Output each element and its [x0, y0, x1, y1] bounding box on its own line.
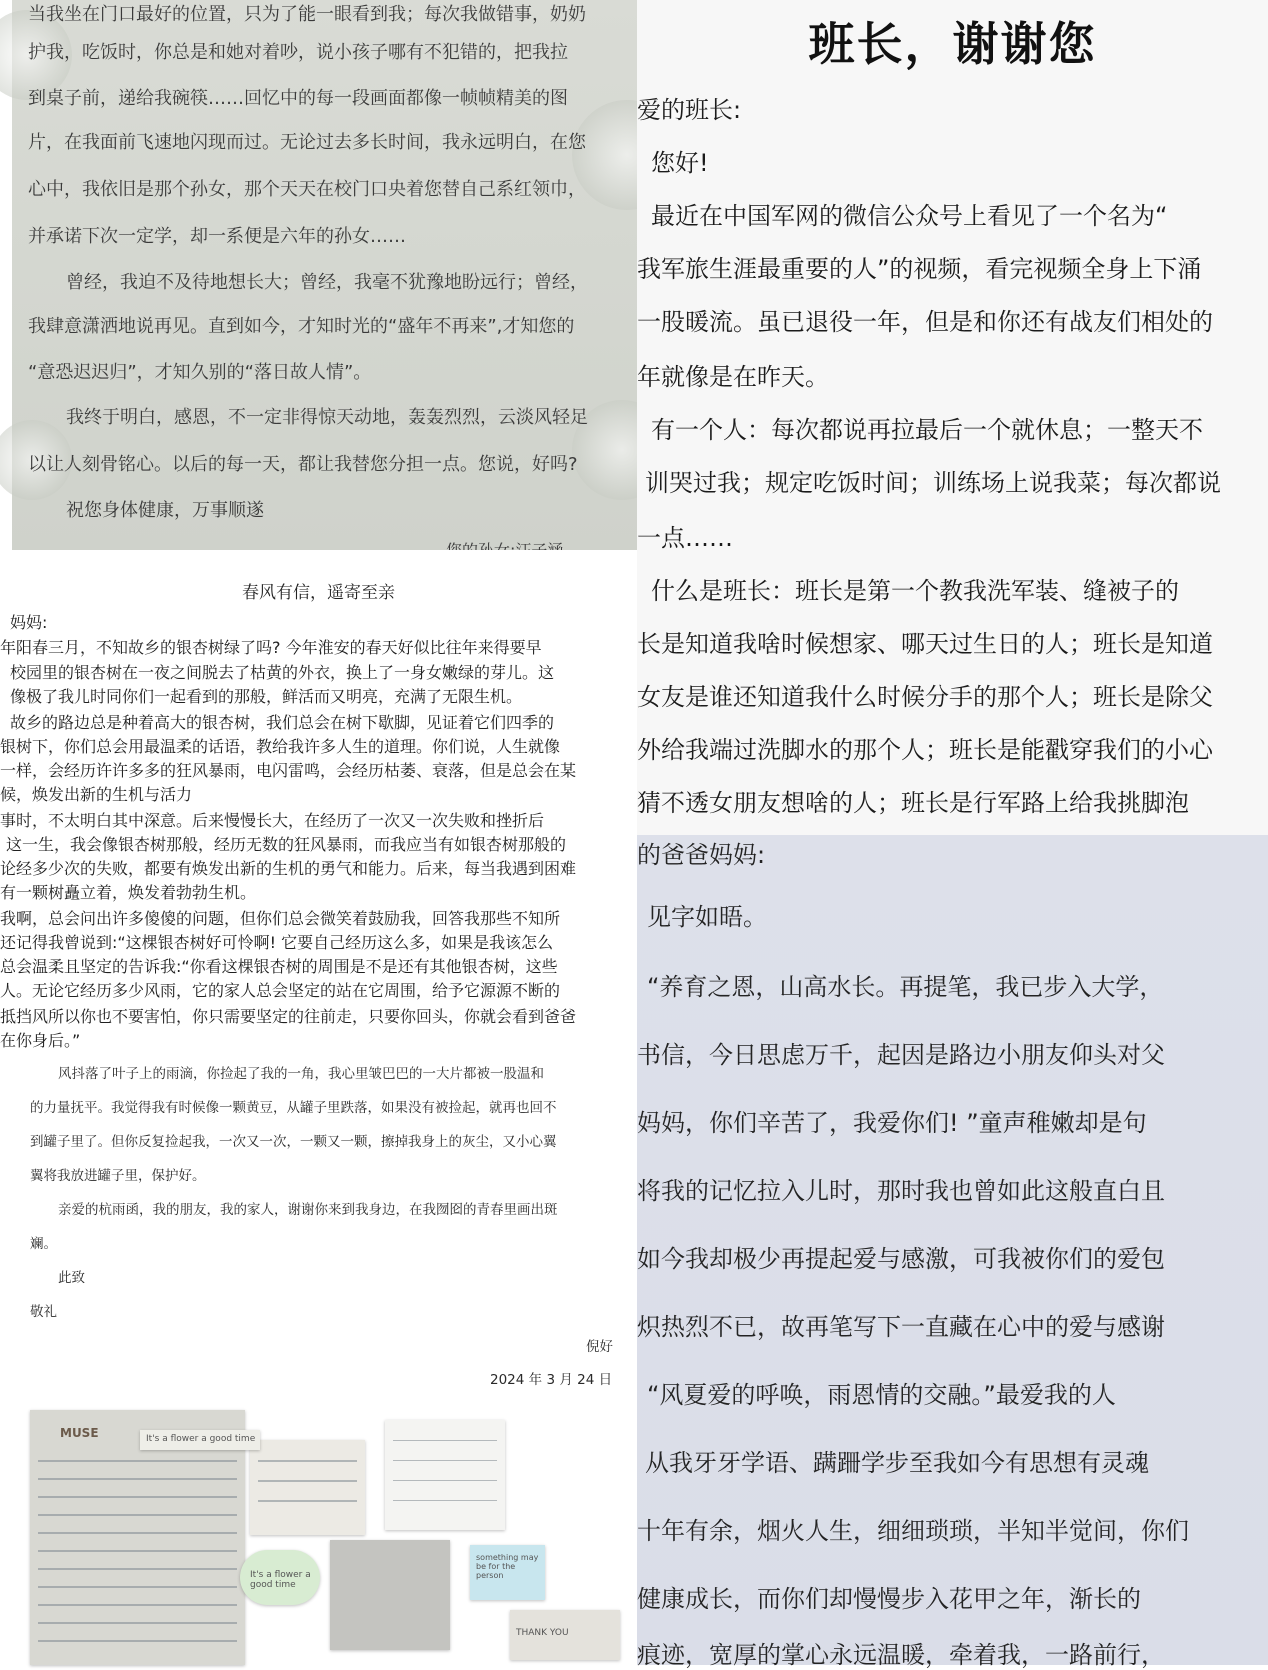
letter-line: 的力量抚平。我觉得我有时候像一颗黄豆，从罐子里跌落，如果没有被捡起，就再也回不	[30, 1100, 557, 1116]
letter-line: 从我牙牙学语、蹒跚学步至我如今有思想有灵魂	[645, 1449, 1149, 1477]
letter-line: 敬礼	[30, 1304, 57, 1320]
letter-line: 斓。	[30, 1236, 57, 1252]
letter-line: 十年有余，烟火人生，细细琐琐，半知半觉间，你们	[637, 1517, 1189, 1545]
letter-title: 春风有信，遥寄至亲	[242, 583, 395, 603]
letter-line: 书信，今日思虑万千，起因是路边小朋友仰头对父	[637, 1041, 1165, 1069]
letter-line: 人。无论它经历多少风雨，它的家人总会坚定的站在它周围，给予它源源不断的	[0, 981, 561, 1000]
signature-line: 倪好	[586, 1339, 613, 1355]
letter-line: 年就像是在昨天。	[637, 363, 829, 391]
letter-line: 此致	[58, 1270, 85, 1286]
collage-label: It's a flower a good time	[146, 1434, 256, 1444]
letter-line: 总会温柔且坚定的告诉我:“你看这棵银杏树的周围是不是还有其他银杏树，这些	[0, 957, 558, 976]
letter-line: 心中，我依旧是那个孙女，那个天天在校门口央着您替自己系红领巾，	[28, 179, 586, 200]
letter-line: 痕迹，宽厚的掌心永远温暖，牵着我，一路前行，	[637, 1641, 1165, 1669]
letter-line: 女友是谁还知道我什么时候分手的那个人；班长是除父	[637, 683, 1213, 711]
collage-label: something may be for the person	[476, 1553, 539, 1580]
letter-line: “风夏爱的呼唤，雨恩情的交融。”最爱我的人	[647, 1381, 1116, 1409]
letter-line: 故乡的路边总是种着高大的银杏树，我们总会在树下歇脚，见证着它们四季的	[10, 713, 555, 732]
collage-label: MUSE	[60, 1426, 99, 1440]
squad-leader-letter-panel	[637, 0, 1268, 835]
letter-line: 银树下，你们总会用最温柔的话语，教给我许多人生的道理。你们说，人生就像	[0, 737, 561, 756]
letter-line: 我啊，总会问出许多傻傻的问题，但你们总会微笑着鼓励我，回答我那些不知所	[0, 909, 561, 928]
letter-line: 健康成长，而你们却慢慢步入花甲之年，渐长的	[637, 1585, 1141, 1613]
letter-line: 在你身后。”	[0, 1031, 81, 1050]
collage-card	[470, 1545, 545, 1600]
letter-line: 风抖落了叶子上的雨滴，你捡起了我的一角，我心里皱巴巴的一大片都被一股温和	[58, 1066, 544, 1082]
letter-line: 一点……	[637, 524, 733, 552]
letter-line: 祝您身体健康，万事顺遂	[66, 500, 264, 521]
letter-line: 炽热烈不已，故再笔写下一直藏在心中的爱与感谢	[637, 1313, 1165, 1341]
collage-card	[330, 1540, 450, 1650]
letter-line: 外给我端过洗脚水的那个人；班长是能戳穿我们的小心	[637, 736, 1213, 764]
collage-label: THANK YOU	[516, 1628, 569, 1638]
letter-line: 翼将我放进罐子里，保护好。	[30, 1168, 206, 1184]
letter-line: 片，在我面前飞速地闪现而过。无论过去多长时间，我永远明白，在您	[28, 132, 586, 153]
letter-line: 我终于明白，感恩，不一定非得惊天动地，轰轰烈烈，云淡风轻足	[66, 407, 588, 428]
letter-line: 以让人刻骨铭心。以后的每一天，都让我替您分担一点。您说，好吗?	[28, 454, 578, 475]
letter-line: 当我坐在门口最好的位置，只为了能一眼看到我；每次我做错事，奶奶	[28, 4, 586, 25]
letter-line: 什么是班长：班长是第一个教我洗军装、缝被子的	[651, 577, 1179, 605]
letter-line: 到桌子前，递给我碗筷……回忆中的每一段画面都像一帧帧精美的图	[28, 88, 568, 109]
letter-line: 到罐子里了。但你反复捡起我，一次又一次，一颗又一颗，擦掉我身上的灰尘，又小心翼	[30, 1134, 557, 1150]
letter-line: 像极了我儿时同你们一起看到的那般，鲜活而又明亮，充满了无限生机。	[10, 687, 523, 706]
letter-line: 猜不透女朋友想啥的人；班长是行军路上给我挑脚泡	[637, 789, 1189, 817]
collage-card	[510, 1610, 620, 1660]
collage-card	[140, 1430, 260, 1450]
letter-line: 我肆意潇洒地说再见。直到如今，才知时光的“盛年不再来”,才知您的	[28, 316, 575, 337]
letter-line: 的爸爸妈妈:	[637, 841, 766, 869]
letter-line: 训哭过我；规定吃饭时间；训练场上说我菜；每次都说	[645, 469, 1221, 497]
floral-letter-panel	[12, 0, 637, 550]
letter-line: 抵挡风所以你也不要害怕，你只需要坚定的往前走，只要你回头，你就会看到爸爸	[0, 1007, 577, 1026]
letter-line: 爱的班长:	[637, 96, 742, 124]
letter-line: 一股暖流。虽已退役一年，但是和你还有战友们相处的	[637, 308, 1213, 336]
letter-line: 论经多少次的失败，都要有焕发出新的生机的勇气和能力。后来，每当我遇到困难	[0, 859, 577, 878]
letter-line: 事时，不太明白其中深意。后来慢慢长大，在经历了一次又一次失败和挫折后	[0, 811, 545, 830]
collage-card	[250, 1440, 365, 1535]
letter-collage	[30, 1410, 637, 1665]
collage-card	[240, 1550, 320, 1605]
letter-line: 有一颗树矗立着，焕发着勃勃生机。	[0, 883, 257, 902]
letter-line: 年阳春三月，不知故乡的银杏树绿了吗? 今年淮安的春天好似比往年来得要早	[0, 638, 542, 657]
letter-line: 如今我却极少再提起爱与感激，可我被你们的爱包	[637, 1245, 1165, 1273]
parents-letter-panel	[637, 835, 1268, 1669]
letter-line: 并承诺下次一定学，却一系便是六年的孙女……	[28, 226, 406, 247]
letter-line: 将我的记忆拉入儿时，那时我也曾如此这般直白且	[637, 1177, 1165, 1205]
letter-line: 见字如晤。	[647, 903, 767, 931]
letter-line: “意恐迟迟归”，才知久别的“落日故人情”。	[28, 362, 372, 383]
letter-line: 候，焕发出新的生机与活力	[0, 785, 193, 804]
letter-line: 您好!	[651, 149, 709, 177]
letter-line: 一样，会经历许许多多的狂风暴雨，电闪雷鸣，会经历枯萎、衰落，但是总会在某	[0, 761, 577, 780]
collage-label: It's a flower a good time	[250, 1570, 311, 1590]
collage-card	[385, 1420, 505, 1530]
letter-line: 妈妈，你们辛苦了，我爱你们! ”童声稚嫩却是句	[637, 1109, 1147, 1137]
letter-line: 长是知道我啥时候想家、哪天过生日的人；班长是知道	[637, 630, 1213, 658]
letter-line: 我军旅生涯最重要的人”的视频，看完视频全身上下涌	[637, 255, 1202, 283]
letter-line: 曾经，我迫不及待地想长大；曾经，我毫不犹豫地盼远行；曾经，	[66, 272, 588, 293]
letter-line: 最近在中国军网的微信公众号上看见了一个名为“	[651, 202, 1168, 230]
letter-line: 校园里的银杏树在一夜之间脱去了枯黄的外衣，换上了一身女嫩绿的芽儿。这	[10, 663, 555, 682]
letter-line: 有一个人：每次都说再拉最后一个就休息；一整天不	[651, 416, 1203, 444]
letter-line: 妈妈:	[10, 613, 48, 632]
spring-letter-panel	[0, 550, 637, 1400]
letter-line: “养育之恩，山高水长。再提笔，我已步入大学，	[647, 973, 1164, 1001]
date-line: 2024 年 3 月 24 日	[490, 1372, 613, 1388]
letter-line: 护我，吃饭时，你总是和她对着吵，说小孩子哪有不犯错的，把我拉	[28, 42, 568, 63]
letter-line: 还记得我曾说到:“这棵银杏树好可怜啊! 它要自己经历这么多，如果是我该怎么	[0, 933, 554, 952]
letter-title: 班长，谢谢您	[808, 17, 1097, 71]
letter-line: 亲爱的杭雨函，我的朋友，我的家人，谢谢你来到我身边，在我囫囵的青春里画出斑	[58, 1202, 558, 1218]
letter-line: 这一生，我会像银杏树那般，经历无数的狂风暴雨，而我应当有如银杏树那般的	[6, 835, 567, 854]
